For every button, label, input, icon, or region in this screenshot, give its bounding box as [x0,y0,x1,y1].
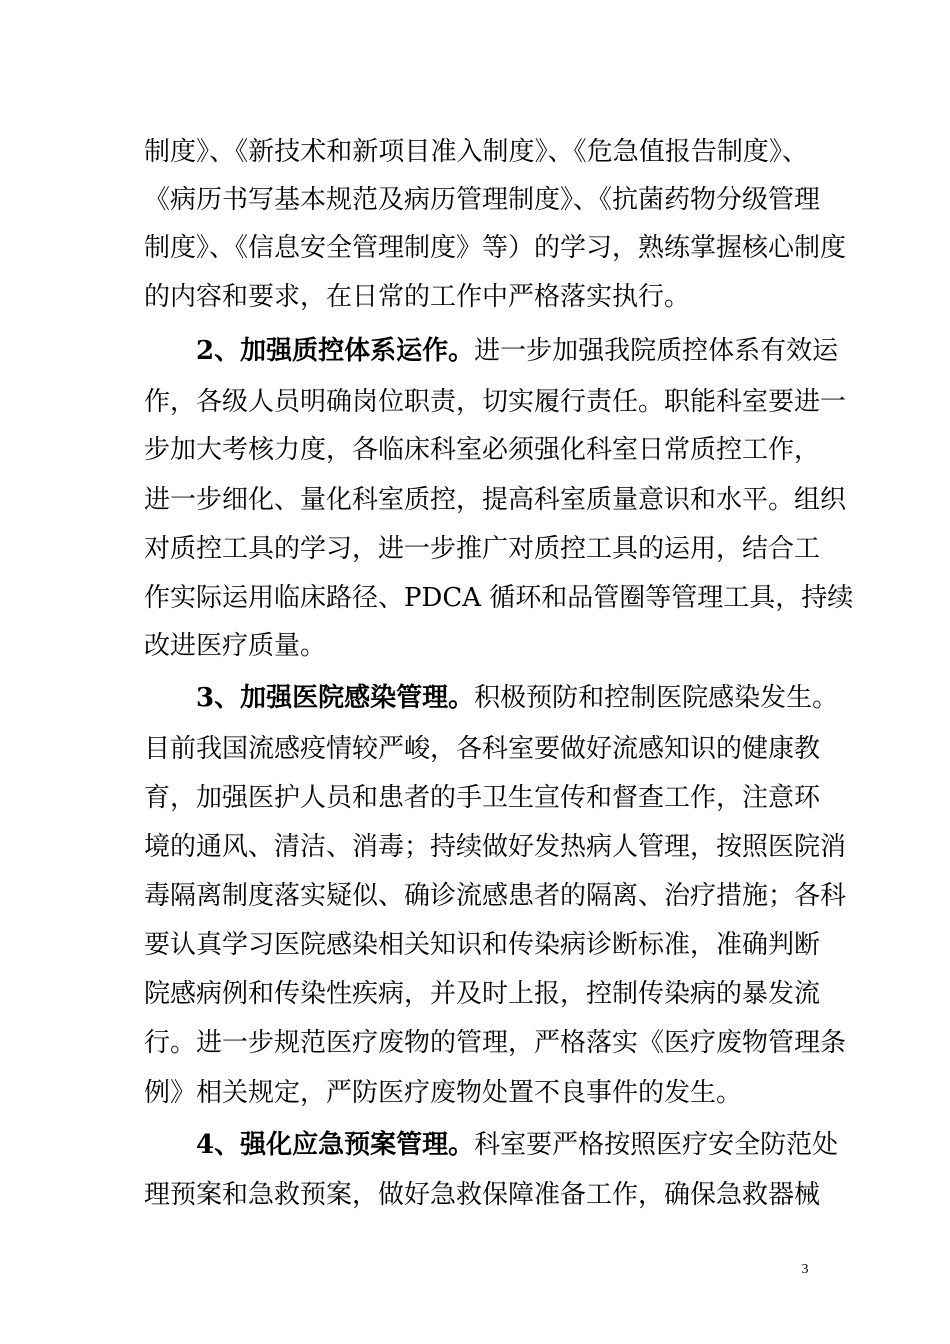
text-line: 境的通风、清洁、消毒；持续做好发热病人管理，按照医院消 [144,832,847,862]
text-line: 例》相关规定，严防医疗废物处置不良事件的发生。 [144,1078,743,1108]
text-line: 目前我国流感疫情较严峻，各科室要做好流感知识的健康教 [144,734,821,764]
text-line: 作实际运用临床路径、PDCA 循环和品管圈等管理工具，持续 [144,583,854,613]
text-line: 理预案和急救预案，做好急救保障准备工作，确保急救器械 [144,1180,821,1210]
section-2-first-line-text: 进一步加强我院质控体系有效运 [474,336,839,366]
section-4-first-line-text: 科室要严格按照医疗安全防范处 [474,1130,839,1160]
text-line: 育，加强医护人员和患者的手卫生宣传和督查工作，注意环 [144,783,821,813]
section-4-heading: 4、强化应急预案管理。 [196,1130,475,1160]
text-line: 要认真学习医院感染相关知识和传染病诊断标准，准确判断 [144,930,821,960]
text-line: 制度》、《新技术和新项目准入制度》、《危急值报告制度》、 [144,137,808,167]
section-3-first-line [196,673,839,723]
section-3-first-line-text: 积极预防和控制医院感染发生。 [474,683,839,713]
section-4-first-line [196,1120,839,1170]
text-line: 毒隔离制度落实疑似、确诊流感患者的隔离、治疗措施；各科 [144,881,847,911]
section-3-heading: 3、加强医院感染管理。 [196,683,475,713]
text-line: 《病历书写基本规范及病历管理制度》、《抗菌药物分级管理 [144,185,821,215]
section-2-heading: 2、加强质控体系运作。 [196,336,475,366]
section-2-first-line [196,326,839,376]
text-line: 的内容和要求，在日常的工作中严格落实执行。 [144,282,691,312]
text-line: 作，各级人员明确岗位职责，切实履行责任。职能科室要进一 [144,387,847,417]
text-line: 进一步细化、量化科室质控，提高科室质量意识和水平。组织 [144,485,847,515]
text-line: 行。进一步规范医疗废物的管理，严格落实《医疗废物管理条 [144,1028,847,1058]
text-line: 改进医疗质量。 [144,631,327,661]
text-line: 对质控工具的学习，进一步推广对质控工具的运用，结合工 [144,534,821,564]
text-line: 步加大考核力度，各临床科室必须强化科室日常质控工作， [144,435,821,465]
text-line: 院感病例和传染性疾病，并及时上报，控制传染病的暴发流 [144,979,821,1009]
page-number: 3 [801,1262,809,1277]
text-line: 制度》、《信息安全管理制度》等）的学习，熟练掌握核心制度 [144,233,847,263]
